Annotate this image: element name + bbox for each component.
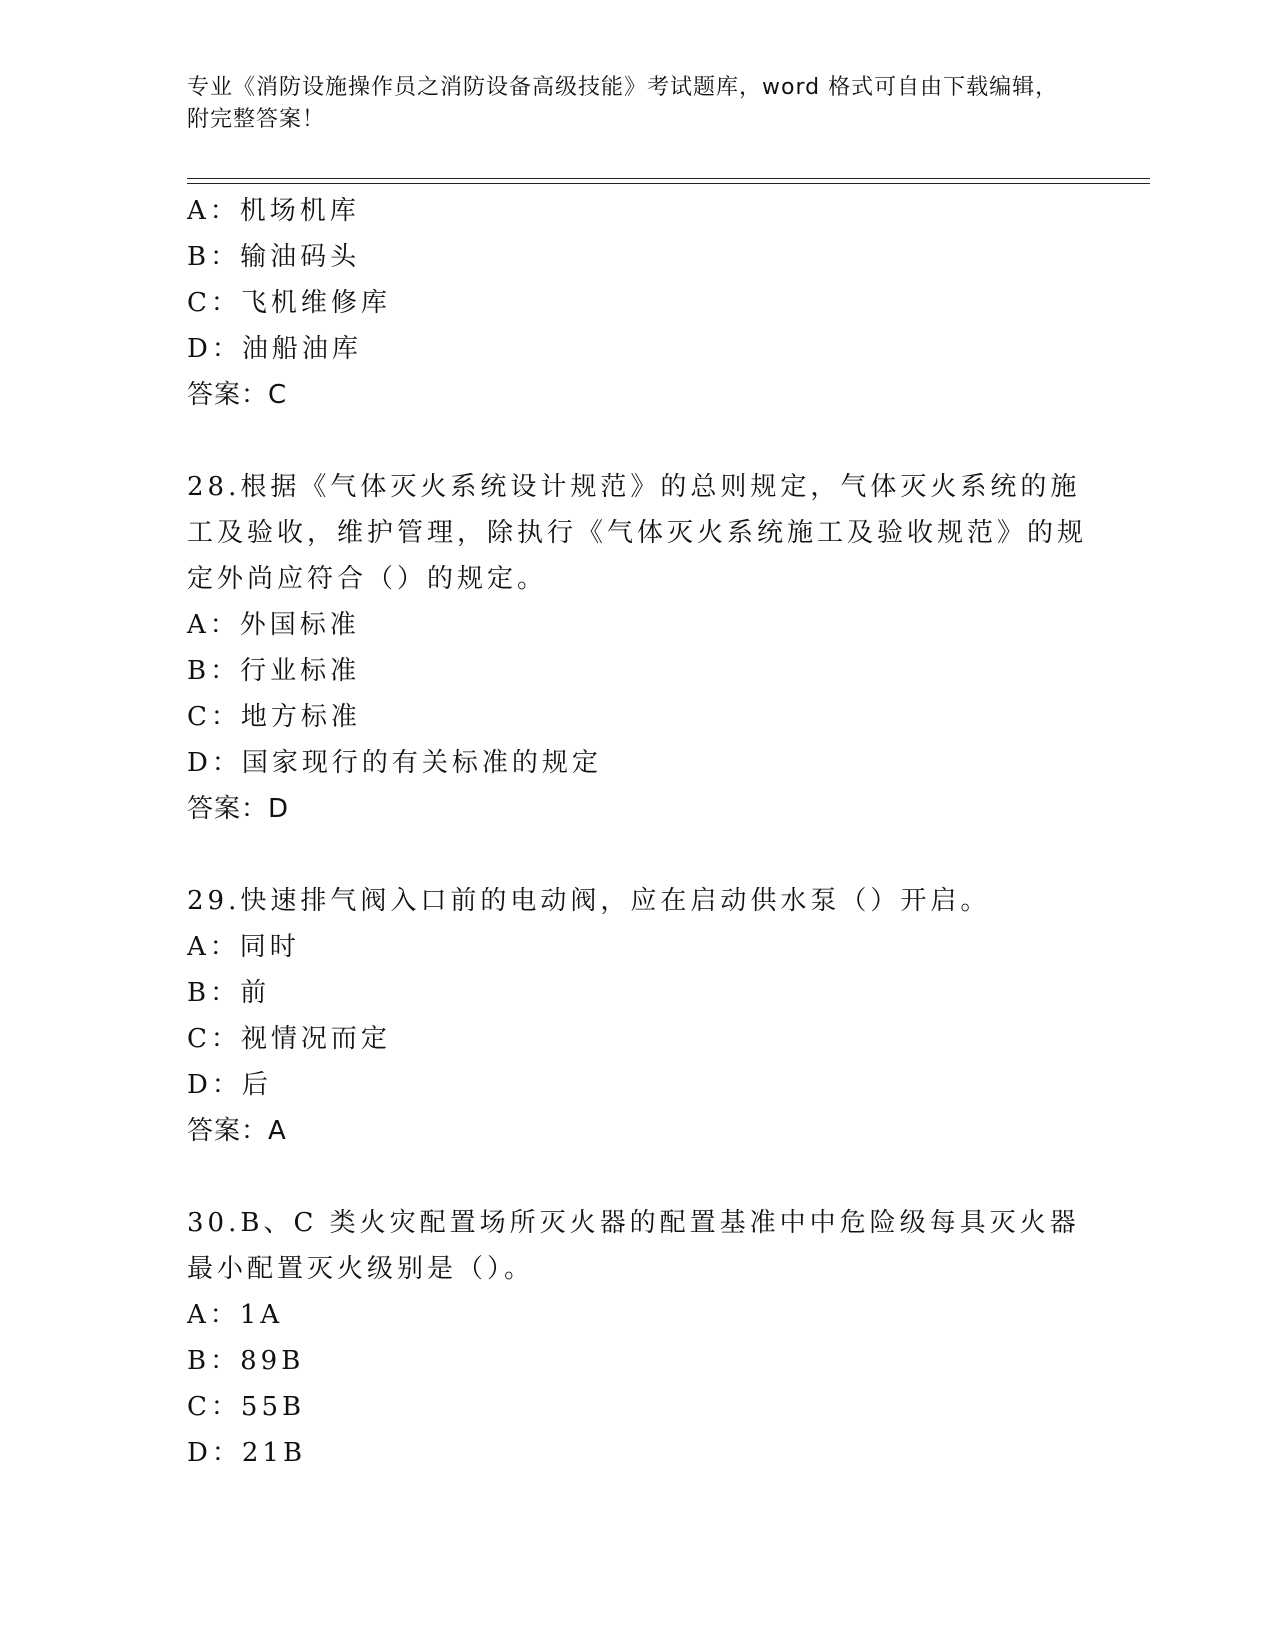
- option-text: 输油码头: [240, 242, 361, 272]
- option-letter: D：: [187, 1438, 242, 1468]
- option-text: 行业标准: [240, 656, 361, 686]
- option-letter: C：: [187, 1392, 241, 1422]
- option-c: [187, 280, 1087, 326]
- answer-line: 答案：A: [187, 1116, 287, 1146]
- option-text: 89B: [240, 1346, 305, 1376]
- option-text: 外国标准: [239, 610, 360, 640]
- option-text: 前: [240, 978, 271, 1008]
- option-a: [187, 924, 1087, 970]
- option-letter: B：: [187, 978, 241, 1008]
- option-text: 机场机库: [239, 196, 360, 226]
- option-d: [187, 1062, 1087, 1108]
- option-text: 1A: [239, 1300, 284, 1330]
- option-text: 油船油库: [241, 334, 362, 364]
- option-c: [187, 694, 1087, 740]
- option-text: 飞机维修库: [240, 288, 391, 318]
- question-29: [187, 878, 1087, 1154]
- question-list: [187, 188, 1087, 1476]
- header-divider-bottom: [187, 183, 1150, 184]
- option-b: [187, 234, 1087, 280]
- question-stem: 30.B、C 类火灾配置场所灭火器的配置基准中中危险级每具灭火器最小配置灭火级别是（）。: [187, 1208, 1080, 1284]
- option-text: 55B: [240, 1392, 306, 1422]
- question-30: [187, 1200, 1087, 1476]
- option-c: [187, 1384, 1087, 1430]
- option-letter: A：: [187, 196, 240, 226]
- option-text: 21B: [241, 1438, 307, 1468]
- option-letter: D：: [187, 334, 242, 364]
- question-stem: 28.根据《气体灭火系统设计规范》的总则规定，气体灭火系统的施工及验收，维护管理，除执行《气体灭火系统施工及验收规范》的规定外尚应符合（）的规定。: [187, 472, 1088, 594]
- option-c: [187, 1016, 1087, 1062]
- question-28: [187, 464, 1087, 832]
- question-27: [187, 188, 1087, 418]
- option-text: 同时: [239, 932, 300, 962]
- option-letter: D：: [187, 748, 242, 778]
- option-d: [187, 326, 1087, 372]
- option-letter: C：: [187, 702, 241, 732]
- option-b: [187, 970, 1087, 1016]
- option-text: 后: [241, 1070, 272, 1100]
- option-letter: A：: [187, 932, 240, 962]
- option-letter: B：: [187, 242, 241, 272]
- option-text: 国家现行的有关标准的规定: [241, 748, 602, 778]
- option-b: [187, 648, 1087, 694]
- option-letter: A：: [187, 1300, 240, 1330]
- option-letter: C：: [187, 1024, 241, 1054]
- option-d: [187, 1430, 1087, 1476]
- option-a: [187, 188, 1087, 234]
- answer-line: 答案：D: [187, 794, 290, 824]
- option-letter: A：: [187, 610, 240, 640]
- header-divider-top: [187, 178, 1150, 179]
- option-d: [187, 740, 1087, 786]
- option-letter: B：: [187, 656, 241, 686]
- option-letter: B：: [187, 1346, 241, 1376]
- option-a: [187, 1292, 1087, 1338]
- option-b: [187, 1338, 1087, 1384]
- answer-line: 答案：C: [187, 380, 288, 410]
- option-a: [187, 602, 1087, 648]
- option-text: 地方标准: [240, 702, 361, 732]
- option-letter: D：: [187, 1070, 242, 1100]
- option-letter: C：: [187, 288, 241, 318]
- option-text: 视情况而定: [240, 1024, 391, 1054]
- document-header: 专业《消防设施操作员之消防设备高级技能》考试题库，word 格式可自由下载编辑，附完整答案！: [187, 75, 1059, 132]
- question-stem: 29.快速排气阀入口前的电动阀，应在启动供水泵（）开启。: [187, 886, 991, 916]
